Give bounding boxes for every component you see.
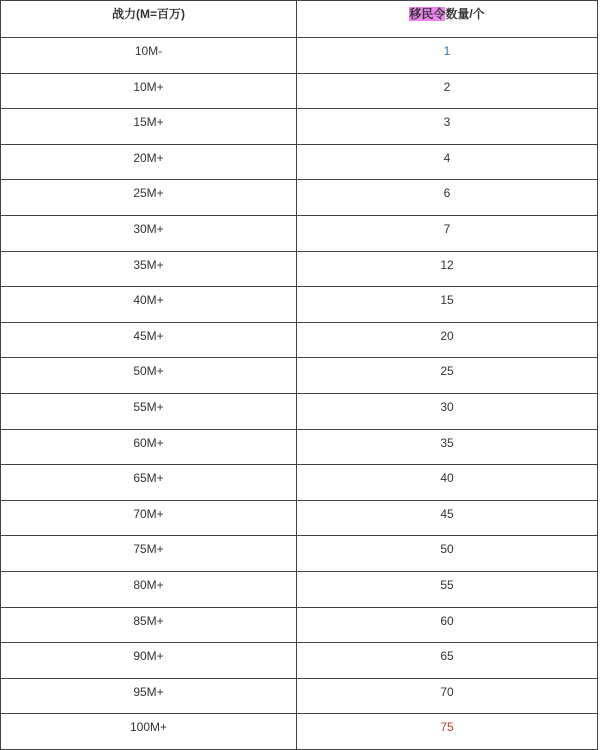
power-cell: 35M+ — [1, 251, 297, 287]
table-row — [1, 251, 598, 287]
count-cell: 3 — [297, 109, 598, 145]
count-cell: 35 — [297, 429, 598, 465]
count-cell: 40 — [297, 465, 598, 501]
table-row — [1, 287, 598, 323]
table-header-row — [1, 1, 598, 38]
power-cell: 50M+ — [1, 358, 297, 394]
power-cell: 15M+ — [1, 109, 297, 145]
count-cell: 30 — [297, 393, 598, 429]
table-row — [1, 607, 598, 643]
count-cell: 6 — [297, 180, 598, 216]
count-cell: 70 — [297, 678, 598, 714]
power-cell: 65M+ — [1, 465, 297, 501]
count-cell: 75 — [297, 714, 598, 750]
table-row — [1, 536, 598, 572]
count-cell: 20 — [297, 322, 598, 358]
header-token-count — [297, 1, 598, 38]
power-cell: 55M+ — [1, 393, 297, 429]
table-row — [1, 678, 598, 714]
count-cell: 65 — [297, 643, 598, 679]
power-cell: 40M+ — [1, 287, 297, 323]
count-cell: 25 — [297, 358, 598, 394]
count-cell: 45 — [297, 500, 598, 536]
power-cell: 60M+ — [1, 429, 297, 465]
table-row — [1, 358, 598, 394]
table-row — [1, 109, 598, 145]
count-cell: 7 — [297, 215, 598, 251]
power-cell: 95M+ — [1, 678, 297, 714]
power-cell: 70M+ — [1, 500, 297, 536]
table-row — [1, 714, 598, 750]
header-count-unit: 数量/个 — [445, 7, 485, 21]
power-cell: 75M+ — [1, 536, 297, 572]
table-row — [1, 215, 598, 251]
power-cell: 100M+ — [1, 714, 297, 750]
power-cell: 30M+ — [1, 215, 297, 251]
power-cell: 20M+ — [1, 144, 297, 180]
power-cell: 85M+ — [1, 607, 297, 643]
power-cell: 25M+ — [1, 180, 297, 216]
power-cell: 90M+ — [1, 643, 297, 679]
count-cell: 4 — [297, 144, 598, 180]
count-cell: 15 — [297, 287, 598, 323]
count-cell: 55 — [297, 571, 598, 607]
table-row — [1, 500, 598, 536]
count-cell: 50 — [297, 536, 598, 572]
table-row — [1, 144, 598, 180]
table-row — [1, 73, 598, 109]
power-cell: 10M- — [1, 38, 297, 74]
power-cell: 80M+ — [1, 571, 297, 607]
header-highlight-term: 移民令 — [409, 7, 446, 21]
table-row — [1, 393, 598, 429]
count-cell: 12 — [297, 251, 598, 287]
power-cell: 10M+ — [1, 73, 297, 109]
table-row — [1, 38, 598, 74]
table-row — [1, 429, 598, 465]
count-cell: 1 — [297, 38, 598, 74]
header-power: 战力(M=百万) — [1, 1, 297, 38]
table-row — [1, 465, 598, 501]
count-cell: 60 — [297, 607, 598, 643]
table-row — [1, 322, 598, 358]
table-row — [1, 643, 598, 679]
table-row — [1, 571, 598, 607]
count-cell: 2 — [297, 73, 598, 109]
table-row — [1, 180, 598, 216]
power-cell: 45M+ — [1, 322, 297, 358]
